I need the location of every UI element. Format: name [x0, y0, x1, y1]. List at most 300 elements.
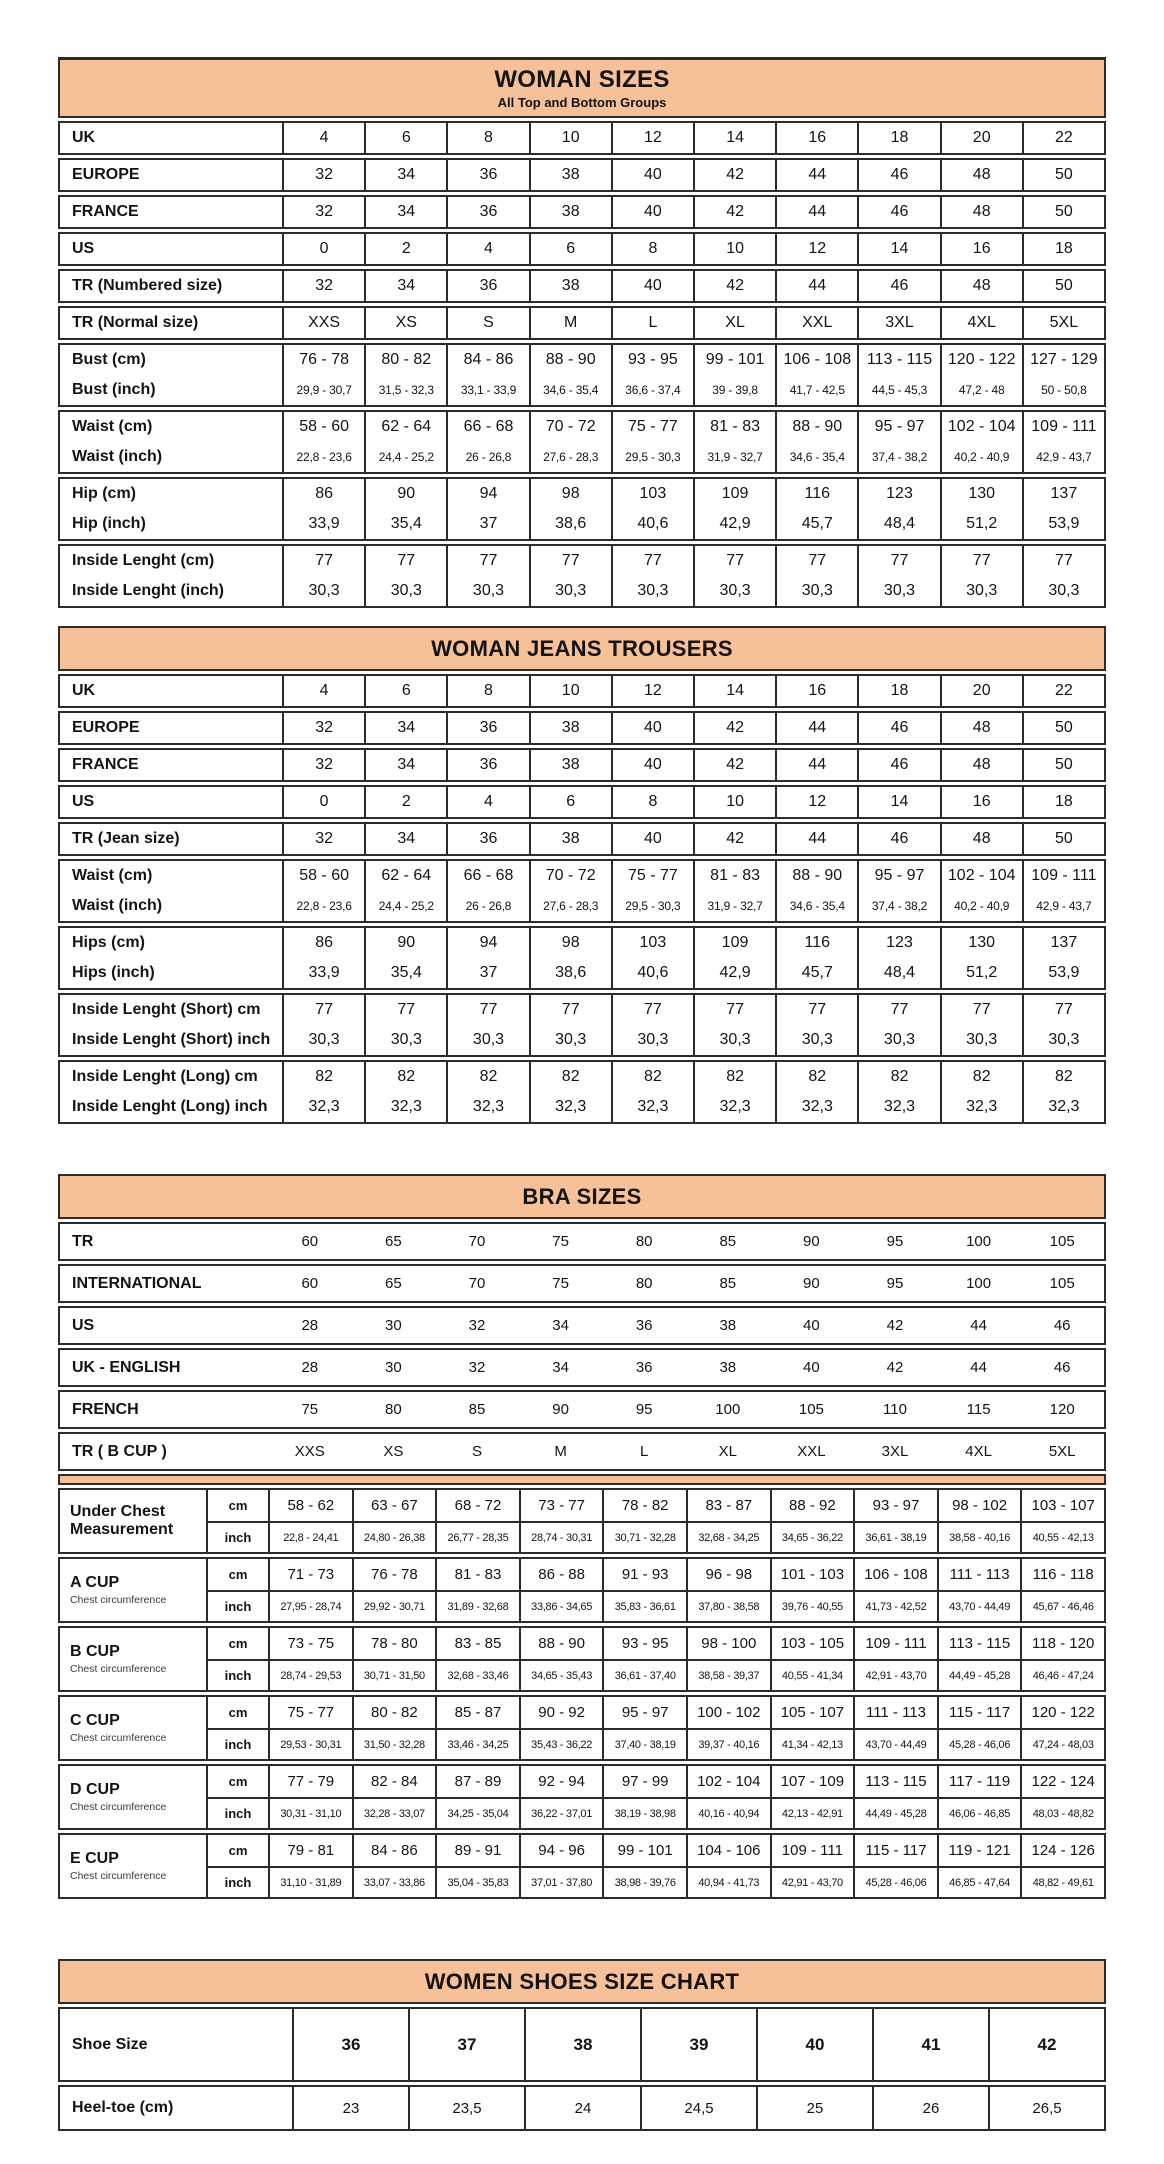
row-group: [58, 1432, 1106, 1471]
size-cell: 104 - 106: [686, 1835, 770, 1866]
table-row: [206, 1490, 1104, 1521]
size-cell: 44: [775, 824, 857, 854]
table-row: [60, 995, 1104, 1025]
unit-cell: inch: [206, 1592, 268, 1621]
row-label: Inside Lenght (Long) inch: [72, 1098, 268, 1115]
size-cell: 116: [775, 479, 857, 509]
size-cell: 94 - 96: [519, 1835, 603, 1866]
row-label: TR (Jean size): [72, 830, 180, 847]
size-cell: 81 - 83: [435, 1559, 519, 1590]
size-cell: 33,07 - 33,86: [352, 1868, 436, 1897]
table-row: [60, 197, 1104, 227]
row-group: [58, 926, 1106, 990]
size-cell: 82: [693, 1062, 775, 1092]
size-cell: 30,3: [775, 576, 857, 606]
size-cell: 22: [1022, 676, 1104, 706]
size-cell: 116: [775, 928, 857, 958]
row-group: [58, 195, 1106, 229]
size-cell: 32,3: [529, 1092, 611, 1122]
size-cell: 24,4 - 25,2: [364, 891, 446, 921]
size-cell: 44,49 - 45,28: [853, 1799, 937, 1828]
size-cell: 30,3: [1022, 1025, 1104, 1055]
row-label: Bust (cm): [72, 351, 146, 368]
size-cell: 77: [446, 995, 528, 1025]
table-row: [60, 1350, 1104, 1385]
size-cell: 28: [301, 1317, 319, 1334]
size-cell: 39,76 - 40,55: [770, 1592, 854, 1621]
size-cell: 32,3: [364, 1092, 446, 1122]
cup-name: E CUP: [70, 1850, 119, 1868]
size-cell: 30,3: [529, 1025, 611, 1055]
size-cell: 75: [552, 1275, 569, 1292]
size-cell: 41,7 - 42,5: [775, 375, 857, 405]
row-group: [58, 822, 1106, 856]
size-cell: 39 - 39,8: [693, 375, 775, 405]
size-cell: 37: [408, 2009, 524, 2080]
size-cell: 8: [446, 676, 528, 706]
size-cell: 99 - 101: [693, 345, 775, 375]
row-label: EUROPE: [72, 719, 140, 736]
size-cell: 12: [775, 234, 857, 264]
size-cell: 111 - 113: [937, 1559, 1021, 1590]
size-cell: 119 - 121: [937, 1835, 1021, 1866]
row-label: Heel-toe (cm): [72, 2099, 174, 2116]
table-row: [60, 479, 1104, 509]
size-cell: 37: [446, 509, 528, 539]
size-cell: 109 - 111: [770, 1835, 854, 1866]
row-label: UK: [72, 129, 96, 146]
row-group: [58, 1306, 1106, 1345]
size-cell: 32: [468, 1359, 486, 1376]
size-cell: M: [529, 308, 611, 338]
cup-rows: [206, 1490, 1104, 1552]
size-cell: 48: [940, 750, 1022, 780]
size-cell: L: [611, 308, 693, 338]
size-cell: 82 - 84: [352, 1766, 436, 1797]
woman-sizes-title: WOMAN SIZES: [494, 66, 670, 93]
size-cell: 86 - 88: [519, 1559, 603, 1590]
size-cell: 38,19 - 38,98: [602, 1799, 686, 1828]
row-group: [58, 477, 1106, 541]
size-cell: 42,13 - 42,91: [770, 1799, 854, 1828]
size-cell: 38: [524, 2009, 640, 2080]
cup-name: A CUP: [70, 1574, 120, 1592]
size-cell: 29,53 - 30,31: [268, 1730, 352, 1759]
size-cell: 90: [803, 1275, 820, 1292]
size-cell: 38,58 - 39,37: [686, 1661, 770, 1690]
size-cell: 29,9 - 30,7: [282, 375, 364, 405]
size-cell: 40: [611, 271, 693, 301]
size-cell: 118 - 120: [1020, 1628, 1104, 1659]
size-cell: 80: [385, 1401, 402, 1418]
size-cell: 31,9 - 32,7: [693, 442, 775, 472]
size-cell: 42: [886, 1359, 904, 1376]
size-cell: 27,95 - 28,74: [268, 1592, 352, 1621]
size-cell: 120 - 122: [940, 345, 1022, 375]
size-cell: 137: [1022, 928, 1104, 958]
table-row: [206, 1521, 1104, 1552]
size-cell: 130: [940, 928, 1022, 958]
size-cell: 38: [529, 160, 611, 190]
table-row: [60, 787, 1104, 817]
size-cell: 102 - 104: [940, 412, 1022, 442]
cup-rows: [206, 1628, 1104, 1690]
unit-cell: cm: [206, 1697, 268, 1728]
size-cell: 82: [529, 1062, 611, 1092]
row-label: FRANCE: [72, 756, 139, 773]
size-cell: 36: [292, 2009, 408, 2080]
row-group: [58, 748, 1106, 782]
size-cell: 109 - 111: [1022, 861, 1104, 891]
size-cell: 85: [719, 1275, 737, 1292]
size-cell: 42: [693, 750, 775, 780]
size-cell: 14: [693, 123, 775, 153]
size-cell: 82: [857, 1062, 939, 1092]
size-cell: 32,3: [282, 1092, 364, 1122]
size-cell: 123: [857, 928, 939, 958]
table-row: [60, 1308, 1104, 1343]
table-row: [60, 750, 1104, 780]
size-cell: 106 - 108: [775, 345, 857, 375]
size-cell: 58 - 62: [268, 1490, 352, 1521]
size-cell: 38: [719, 1317, 737, 1334]
size-cell: 51,2: [940, 958, 1022, 988]
row-group: [58, 711, 1106, 745]
size-cell: 30,31 - 31,10: [268, 1799, 352, 1828]
size-cell: 137: [1022, 479, 1104, 509]
size-cell: 103: [611, 479, 693, 509]
size-cell: 48,4: [857, 509, 939, 539]
size-cell: 38: [529, 197, 611, 227]
size-cell: 8: [611, 787, 693, 817]
table-row: [60, 160, 1104, 190]
size-cell: 60: [301, 1233, 319, 1250]
size-cell: 63 - 67: [352, 1490, 436, 1521]
row-label: TR: [72, 1232, 94, 1250]
size-cell: 93 - 95: [602, 1628, 686, 1659]
woman-jeans-trousers-table: [58, 626, 1106, 1124]
size-cell: 30,3: [693, 576, 775, 606]
row-group: [58, 158, 1106, 192]
size-cell: 48: [940, 197, 1022, 227]
size-cell: 28: [301, 1359, 319, 1376]
size-cell: 90: [552, 1401, 569, 1418]
size-cell: 50: [1022, 713, 1104, 743]
size-cell: 23: [292, 2087, 408, 2129]
size-cell: 109 - 111: [1022, 412, 1104, 442]
size-cell: 50: [1022, 197, 1104, 227]
size-cell: 33,46 - 34,25: [435, 1730, 519, 1759]
size-cell: 109: [693, 928, 775, 958]
size-cell: 113 - 115: [937, 1628, 1021, 1659]
size-cell: 40,94 - 41,73: [686, 1868, 770, 1897]
row-group: [58, 993, 1106, 1057]
table-row: [60, 824, 1104, 854]
cup-label: [60, 1835, 206, 1897]
size-cell: 87 - 89: [435, 1766, 519, 1797]
size-cell: 100: [715, 1401, 741, 1418]
row-label: UK - ENGLISH: [72, 1358, 181, 1376]
size-cell: XXL: [797, 1443, 826, 1460]
row-group: [58, 785, 1106, 819]
cup-label: [60, 1766, 206, 1828]
size-cell: 41,34 - 42,13: [770, 1730, 854, 1759]
size-cell: 34,65 - 35,43: [519, 1661, 603, 1690]
size-cell: 34: [364, 197, 446, 227]
row-label: US: [72, 1316, 95, 1334]
row-label: Bust (inch): [72, 381, 156, 398]
cup-label: [60, 1628, 206, 1690]
row-group: [58, 1348, 1106, 1387]
size-cell: 50: [1022, 824, 1104, 854]
size-cell: 34: [552, 1359, 569, 1376]
row-label: Hips (cm): [72, 934, 145, 951]
row-group: [58, 410, 1106, 474]
table-row: [206, 1628, 1104, 1659]
size-cell: 40,2 - 40,9: [940, 442, 1022, 472]
size-cell: 94: [446, 928, 528, 958]
size-cell: 45,7: [775, 958, 857, 988]
cup-group: [58, 1557, 1106, 1623]
table-row: [60, 442, 1104, 472]
size-cell: 130: [940, 479, 1022, 509]
cup-name: Under Chest Measurement: [70, 1502, 174, 1538]
row-label: Inside Lenght (Short) inch: [72, 1031, 271, 1048]
woman-jeans-rows: [58, 674, 1106, 1124]
size-cell: 48: [940, 824, 1022, 854]
size-cell: 0: [282, 234, 364, 264]
size-cell: 43,70 - 44,49: [937, 1592, 1021, 1621]
size-cell: 65: [385, 1233, 402, 1250]
size-cell: 46: [857, 713, 939, 743]
size-cell: 77: [282, 546, 364, 576]
size-cell: 31,89 - 32,68: [435, 1592, 519, 1621]
size-cell: 90: [364, 928, 446, 958]
size-cell: 82: [940, 1062, 1022, 1092]
size-cell: 96 - 98: [686, 1559, 770, 1590]
size-cell: 88 - 92: [770, 1490, 854, 1521]
size-cell: 3XL: [857, 308, 939, 338]
size-cell: 22,8 - 23,6: [282, 442, 364, 472]
cup-group: [58, 1488, 1106, 1554]
size-cell: 30,71 - 31,50: [352, 1661, 436, 1690]
cup-group: [58, 1695, 1106, 1761]
size-cell: 102 - 104: [686, 1766, 770, 1797]
size-cell: 83 - 87: [686, 1490, 770, 1521]
size-cell: 22,8 - 23,6: [282, 891, 364, 921]
size-cell: 32,28 - 33,07: [352, 1799, 436, 1828]
table-row: [206, 1590, 1104, 1621]
size-cell: 46: [857, 750, 939, 780]
size-cell: 16: [940, 234, 1022, 264]
size-cell: 51,2: [940, 509, 1022, 539]
size-cell: 30,3: [364, 576, 446, 606]
table-row: [206, 1797, 1104, 1828]
size-cell: 46: [857, 197, 939, 227]
size-cell: 34: [364, 750, 446, 780]
size-cell: 50: [1022, 750, 1104, 780]
cup-label: [60, 1559, 206, 1621]
size-cell: 36,6 - 37,4: [611, 375, 693, 405]
size-cell: 42: [988, 2009, 1104, 2080]
size-cell: XL: [693, 308, 775, 338]
women-shoes-table: [58, 1959, 1106, 2131]
size-cell: 77: [775, 995, 857, 1025]
table-row: [60, 509, 1104, 539]
size-cell: 34: [364, 824, 446, 854]
size-cell: 30,3: [857, 1025, 939, 1055]
row-label: Shoe Size: [72, 2035, 148, 2053]
size-cell: 30,3: [282, 576, 364, 606]
row-label: US: [72, 240, 95, 257]
size-cell: 77: [364, 546, 446, 576]
size-cell: XXL: [775, 308, 857, 338]
size-cell: 50 - 50,8: [1022, 375, 1104, 405]
size-cell: 44: [775, 271, 857, 301]
cup-rows: [206, 1697, 1104, 1759]
size-cell: 83 - 85: [435, 1628, 519, 1659]
size-cell: 120: [1049, 1401, 1075, 1418]
row-label: FRANCE: [72, 203, 139, 220]
size-cell: 77 - 79: [268, 1766, 352, 1797]
size-cell: 68 - 72: [435, 1490, 519, 1521]
size-cell: 77: [940, 995, 1022, 1025]
size-cell: 120 - 122: [1020, 1697, 1104, 1728]
size-cell: 37,40 - 38,19: [602, 1730, 686, 1759]
size-cell: 34,6 - 35,4: [529, 375, 611, 405]
size-cell: 77: [775, 546, 857, 576]
cup-label: [60, 1490, 206, 1552]
size-cell: 110: [883, 1401, 907, 1418]
cup-rows: [206, 1559, 1104, 1621]
size-cell: 40: [611, 197, 693, 227]
size-cell: 37,80 - 38,58: [686, 1592, 770, 1621]
size-cell: 30,3: [775, 1025, 857, 1055]
size-cell: 92 - 94: [519, 1766, 603, 1797]
row-label: Inside Lenght (cm): [72, 552, 215, 569]
size-cell: 81 - 83: [693, 861, 775, 891]
size-cell: 40,2 - 40,9: [940, 891, 1022, 921]
size-cell: 32,3: [611, 1092, 693, 1122]
size-cell: 12: [611, 676, 693, 706]
unit-cell: inch: [206, 1868, 268, 1897]
size-cell: 88 - 90: [519, 1628, 603, 1659]
size-cell: 32: [282, 713, 364, 743]
size-cell: 6: [529, 787, 611, 817]
row-label: INTERNATIONAL: [72, 1274, 202, 1292]
size-cell: 37: [446, 958, 528, 988]
size-cell: 82: [282, 1062, 364, 1092]
size-cell: 77: [693, 995, 775, 1025]
table-row: [60, 1224, 1104, 1259]
size-cell: S: [446, 308, 528, 338]
size-cell: 36: [446, 824, 528, 854]
size-cell: 82: [364, 1062, 446, 1092]
size-cell: 36,22 - 37,01: [519, 1799, 603, 1828]
size-cell: 38: [529, 271, 611, 301]
size-cell: 42: [886, 1317, 904, 1334]
size-cell: 36,61 - 38,19: [853, 1523, 937, 1552]
size-cell: 4XL: [965, 1443, 992, 1460]
table-row: [60, 958, 1104, 988]
size-cell: 29,92 - 30,71: [352, 1592, 436, 1621]
table-row: [60, 546, 1104, 576]
size-cell: 8: [446, 123, 528, 153]
size-cell: 95: [886, 1275, 904, 1292]
size-cell: 36: [635, 1317, 653, 1334]
size-cell: 95 - 97: [857, 412, 939, 442]
size-cell: 4XL: [940, 308, 1022, 338]
row-label: Inside Lenght (inch): [72, 582, 224, 599]
unit-cell: cm: [206, 1766, 268, 1797]
size-cell: 35,4: [364, 509, 446, 539]
size-cell: 85: [468, 1401, 486, 1418]
size-cell: 27,6 - 28,3: [529, 442, 611, 472]
size-cell: 38,98 - 39,76: [602, 1868, 686, 1897]
size-cell: 58 - 60: [282, 412, 364, 442]
row-label: Waist (cm): [72, 867, 153, 884]
woman-sizes-header: [58, 57, 1106, 118]
size-cell: 45,7: [775, 509, 857, 539]
table-row: [60, 676, 1104, 706]
size-cell: 32,68 - 33,46: [435, 1661, 519, 1690]
size-cell: 30,3: [446, 576, 528, 606]
size-cell: 30,3: [693, 1025, 775, 1055]
unit-cell: cm: [206, 1628, 268, 1659]
size-cell: 30,3: [529, 576, 611, 606]
size-cell: 103: [611, 928, 693, 958]
size-cell: 38: [529, 750, 611, 780]
size-cell: 77: [940, 546, 1022, 576]
size-cell: 42,9 - 43,7: [1022, 442, 1104, 472]
divider-strip: [58, 1474, 1106, 1485]
size-cell: 35,83 - 36,61: [602, 1592, 686, 1621]
size-cell: 42,91 - 43,70: [770, 1868, 854, 1897]
bra-sizes-header: [58, 1174, 1106, 1219]
size-cell: 99 - 101: [602, 1835, 686, 1866]
size-cell: 77: [611, 546, 693, 576]
cup-group: [58, 1626, 1106, 1692]
size-cell: 123: [857, 479, 939, 509]
size-cell: 34: [364, 713, 446, 743]
row-group: [58, 674, 1106, 708]
size-cell: 2: [364, 787, 446, 817]
size-cell: 39,37 - 40,16: [686, 1730, 770, 1759]
size-cell: 32: [282, 197, 364, 227]
size-cell: 109: [693, 479, 775, 509]
table-row: [206, 1697, 1104, 1728]
size-cell: 42: [693, 824, 775, 854]
size-cell: 39: [640, 2009, 756, 2080]
size-cell: 5XL: [1022, 308, 1104, 338]
table-row: [60, 345, 1104, 375]
size-cell: 70: [468, 1233, 486, 1250]
size-cell: 30,3: [940, 1025, 1022, 1055]
size-cell: 46: [857, 271, 939, 301]
size-cell: 62 - 64: [364, 861, 446, 891]
size-cell: 46: [857, 824, 939, 854]
size-cell: 90 - 92: [519, 1697, 603, 1728]
size-cell: 47,2 - 48: [940, 375, 1022, 405]
size-cell: 26 - 26,8: [446, 891, 528, 921]
size-cell: 85 - 87: [435, 1697, 519, 1728]
row-group: [58, 121, 1106, 155]
size-cell: 46: [1053, 1359, 1071, 1376]
size-cell: 40,6: [611, 958, 693, 988]
size-cell: 46,06 - 46,85: [937, 1799, 1021, 1828]
size-cell: 42: [693, 160, 775, 190]
cup-subtitle: Chest circumference: [70, 1662, 167, 1675]
